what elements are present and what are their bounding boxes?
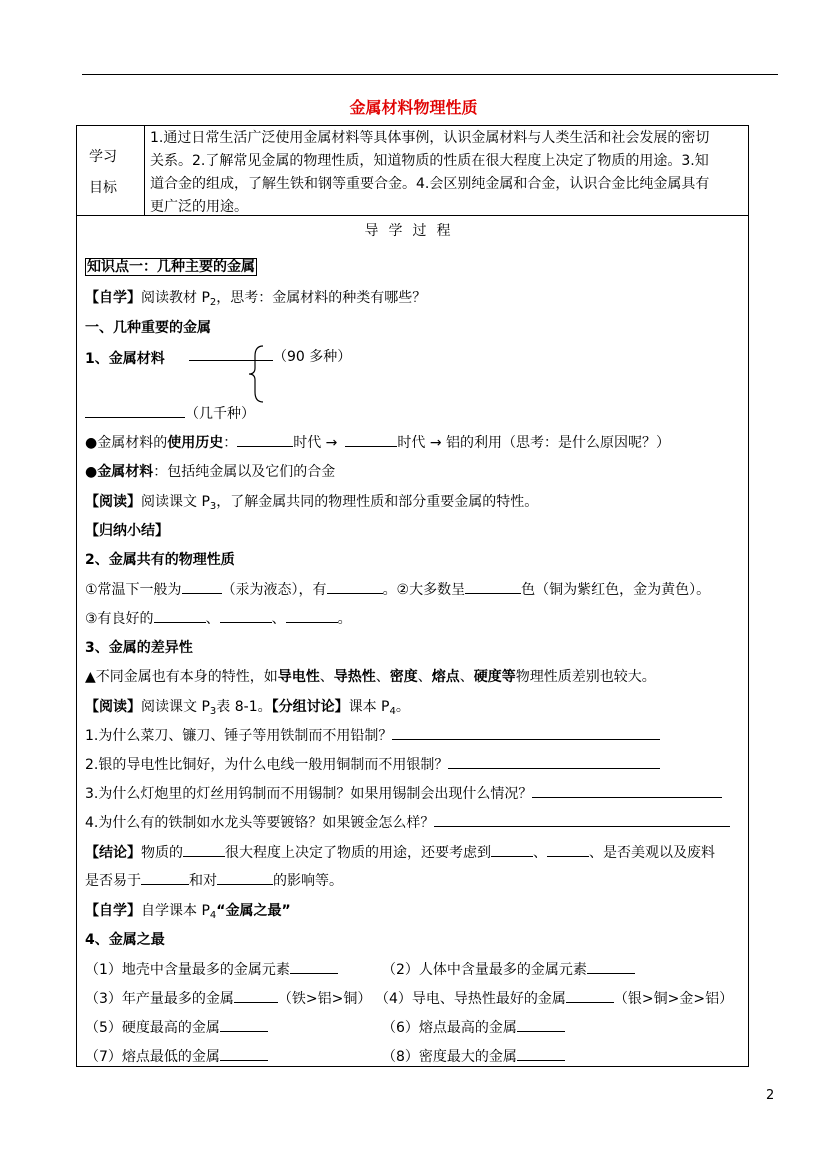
goals-line: 道合金的组成，了解生铁和钢等重要合金。4.会区别纯金属和合金，认识合金比纯金属具有 bbox=[150, 176, 710, 192]
superlative-2 bbox=[382, 959, 635, 979]
superlative-3 bbox=[85, 988, 371, 1008]
superlative-1 bbox=[85, 959, 338, 979]
count-note: （90 多种） bbox=[273, 349, 352, 365]
question-2 bbox=[85, 754, 660, 774]
goals-label-line1: 学习 bbox=[89, 149, 117, 165]
answer-blank[interactable] bbox=[237, 432, 293, 447]
reading-text: 表 8-1。 bbox=[216, 699, 272, 715]
count-note: （几千种） bbox=[185, 406, 255, 422]
section-4-heading: 4、金属之最 bbox=[85, 932, 165, 948]
question-text: 3.为什么灯炮里的灯丝用钨制而不用锡制？如果用锡制会出现什么情况？ bbox=[85, 786, 533, 802]
diff-bold: 密度 bbox=[389, 669, 418, 685]
learning-goals-text bbox=[150, 127, 744, 219]
self-study-text: ，思考：金属材料的种类有哪些？ bbox=[216, 290, 427, 306]
bullet-icon: ● bbox=[85, 464, 98, 480]
diff-text: 、 bbox=[375, 669, 390, 685]
answer-blank[interactable] bbox=[154, 608, 206, 623]
fill-text: 、 bbox=[205, 611, 220, 627]
history-text: 时代 → 铝的利用（思考：是什么原因呢？） bbox=[397, 435, 671, 451]
conclusion-line2 bbox=[85, 870, 343, 890]
bullet-icon: ● bbox=[85, 435, 98, 451]
answer-blank[interactable] bbox=[547, 842, 589, 857]
goals-line: 1.通过日常生活广泛使用金属材料等具体事例，认识金属材料与人类生活和社会发展的密切 bbox=[150, 130, 710, 146]
differences-text bbox=[85, 666, 656, 686]
goals-label-line2: 目标 bbox=[89, 180, 117, 196]
page-subscript: 3 bbox=[209, 706, 217, 717]
history-colon: ： bbox=[223, 435, 238, 451]
reading-2 bbox=[85, 696, 410, 717]
self-study-1 bbox=[85, 287, 426, 308]
conclusion-tag: 【结论】 bbox=[85, 845, 141, 861]
answer-blank[interactable] bbox=[532, 783, 722, 798]
self-study-text: 阅读教材 P bbox=[141, 290, 210, 306]
answer-blank[interactable] bbox=[434, 812, 730, 827]
summary-tag: 【归纳小结】 bbox=[85, 523, 169, 539]
conclusion-text: 的影响等。 bbox=[273, 873, 343, 889]
diff-text: ▲不同金属也有本身的特性，如 bbox=[85, 669, 278, 685]
answer-blank[interactable] bbox=[85, 403, 185, 418]
metal-material-label: 1、金属材料 bbox=[85, 351, 165, 367]
fill-text: 色（铜为紫红色，金为黄色）。 bbox=[521, 582, 711, 598]
answer-blank[interactable] bbox=[517, 1017, 565, 1032]
conclusion-text: 很大程度上决定了物质的用途，还要考虑到 bbox=[225, 845, 491, 861]
superlative-text: （7）熔点最低的金属 bbox=[85, 1049, 220, 1065]
superlative-6 bbox=[382, 1017, 565, 1037]
answer-blank[interactable] bbox=[491, 842, 533, 857]
question-text: 4.为什么有的铁制如水龙头等要镀铬？如果镀金怎么样？ bbox=[85, 815, 435, 831]
answer-blank[interactable] bbox=[448, 754, 660, 769]
answer-blank[interactable] bbox=[141, 870, 189, 885]
reading-tag: 【阅读】 bbox=[85, 699, 141, 715]
superlative-note: （银>铜>金>铝） bbox=[613, 991, 734, 1007]
goals-line: 更广泛的用途。 bbox=[150, 199, 248, 215]
conclusion-text: 物质的 bbox=[141, 845, 183, 861]
reading-tag: 【阅读】 bbox=[85, 494, 141, 510]
self-study-tag: 【自学】 bbox=[85, 903, 141, 919]
reading-1 bbox=[85, 491, 538, 512]
superlative-text: （4）导电、导热性最好的金属 bbox=[375, 991, 566, 1007]
answer-blank[interactable] bbox=[517, 1046, 565, 1061]
diff-bold: 导热性 bbox=[333, 669, 376, 685]
answer-blank[interactable] bbox=[392, 725, 660, 740]
header-rule bbox=[82, 74, 778, 75]
answer-blank[interactable] bbox=[182, 579, 222, 594]
question-4 bbox=[85, 812, 730, 832]
page-title: 金属材料物理性质 bbox=[349, 98, 478, 117]
fill-text: ③有良好的 bbox=[85, 611, 154, 627]
question-text: 1.为什么菜刀、镰刀、锤子等用铁制而不用铅制？ bbox=[85, 728, 393, 744]
conclusion-text: 和对 bbox=[189, 873, 217, 889]
superlative-text: （3）年产量最多的金属 bbox=[85, 991, 234, 1007]
superlative-text: （2）人体中含量最多的金属元素 bbox=[382, 962, 587, 978]
reading-text: 阅读课文 P bbox=[141, 699, 210, 715]
superlative-text: （1）地壳中含量最多的金属元素 bbox=[85, 962, 290, 978]
metal-material-definition bbox=[85, 461, 335, 481]
answer-blank[interactable] bbox=[587, 959, 635, 974]
pure-metal-line bbox=[189, 346, 351, 366]
material-text: ：包括纯金属以及它们的合金 bbox=[153, 464, 336, 480]
superlative-7 bbox=[85, 1046, 268, 1066]
diff-text: 、 bbox=[417, 669, 432, 685]
diff-bold: 熔点 bbox=[431, 669, 460, 685]
goals-line: 关系。2.了解常见金属的物理性质，知道物质的性质在很大程度上决定了物质的用途。3.知 bbox=[150, 153, 709, 169]
worksheet-table bbox=[76, 125, 749, 1067]
reading-text: 课本 P bbox=[348, 699, 390, 715]
conclusion-line1 bbox=[85, 842, 715, 862]
alloy-line bbox=[85, 403, 255, 423]
page-subscript: 3 bbox=[209, 501, 217, 512]
reading-text: ，了解金属共同的物理性质和部分重要金属的特性。 bbox=[216, 494, 539, 510]
answer-blank[interactable] bbox=[345, 432, 397, 447]
knowledge-point-box: 知识点一：几种主要的金属 bbox=[87, 259, 255, 275]
page-subscript: 4 bbox=[209, 910, 217, 921]
learning-goals-row bbox=[77, 126, 748, 216]
superlative-note: （铁>铝>铜） bbox=[277, 991, 372, 1007]
superlative-8 bbox=[382, 1046, 565, 1066]
conclusion-text: 是否易于 bbox=[85, 873, 141, 889]
reading-text: 。 bbox=[395, 699, 410, 715]
common-properties-line1 bbox=[85, 579, 710, 599]
answer-blank[interactable] bbox=[566, 988, 614, 1003]
page-subscript: 4 bbox=[389, 706, 396, 717]
discussion-tag: 【分组讨论】 bbox=[271, 699, 349, 715]
section-2-heading: 2、金属共有的物理性质 bbox=[85, 552, 235, 568]
learning-goals-label bbox=[77, 126, 145, 215]
superlative-5 bbox=[85, 1017, 268, 1037]
answer-blank[interactable] bbox=[290, 959, 338, 974]
reading-text: 阅读课文 P bbox=[141, 494, 210, 510]
diff-text: 、 bbox=[459, 669, 474, 685]
section-1-heading: 一、几种重要的金属 bbox=[85, 320, 211, 336]
history-bold: 使用历史 bbox=[167, 435, 224, 451]
material-bold: 金属材料 bbox=[97, 464, 154, 480]
question-3 bbox=[85, 783, 722, 803]
answer-blank[interactable] bbox=[220, 1017, 268, 1032]
conclusion-text: 、 bbox=[533, 845, 547, 861]
fill-text: ①常温下一般为 bbox=[85, 582, 182, 598]
answer-blank[interactable] bbox=[286, 608, 338, 623]
page-number: 2 bbox=[766, 1088, 775, 1103]
conclusion-text: 、是否美观以及废料 bbox=[589, 845, 715, 861]
diff-bold: 硬度等 bbox=[473, 669, 516, 685]
superlative-text: （8）密度最大的金属 bbox=[382, 1049, 517, 1065]
question-1 bbox=[85, 725, 660, 745]
self-study-bold: “金属之最” bbox=[216, 903, 291, 919]
diff-bold: 导电性 bbox=[277, 669, 320, 685]
usage-history bbox=[85, 432, 670, 452]
answer-blank[interactable] bbox=[183, 842, 225, 857]
history-lead: 金属材料的 bbox=[97, 435, 168, 451]
answer-blank[interactable] bbox=[217, 870, 273, 885]
question-text: 2.银的导电性比铜好，为什么电线一般用铜制而不用银制？ bbox=[85, 757, 449, 773]
diff-text: 、 bbox=[319, 669, 334, 685]
fill-text: （汞为液态），有 bbox=[221, 582, 327, 598]
answer-blank[interactable] bbox=[220, 608, 272, 623]
self-study-tag: 【自学】 bbox=[85, 290, 141, 306]
superlative-text: （5）硬度最高的金属 bbox=[85, 1020, 220, 1036]
self-study-2 bbox=[85, 900, 291, 921]
answer-blank[interactable] bbox=[234, 988, 278, 1003]
answer-blank[interactable] bbox=[220, 1046, 268, 1061]
fill-text: 、 bbox=[271, 611, 286, 627]
answer-blank[interactable] bbox=[327, 579, 383, 594]
diff-text: 物理性质差别也较大。 bbox=[515, 669, 656, 685]
superlative-text: （6）熔点最高的金属 bbox=[382, 1020, 517, 1036]
fill-text: 。 bbox=[337, 611, 352, 627]
answer-blank[interactable] bbox=[465, 579, 521, 594]
self-study-text: 自学课本 P bbox=[141, 903, 210, 919]
page-subscript: 2 bbox=[209, 297, 217, 308]
guide-heading: 导学过程 bbox=[364, 223, 461, 239]
knowledge-point-1 bbox=[85, 256, 257, 276]
section-3-heading: 3、金属的差异性 bbox=[85, 640, 193, 656]
common-properties-line2 bbox=[85, 608, 352, 628]
answer-blank[interactable] bbox=[189, 346, 273, 361]
fill-text: 。②大多数呈 bbox=[382, 582, 466, 598]
history-text: 时代 → bbox=[293, 435, 338, 451]
superlative-4 bbox=[375, 988, 733, 1008]
